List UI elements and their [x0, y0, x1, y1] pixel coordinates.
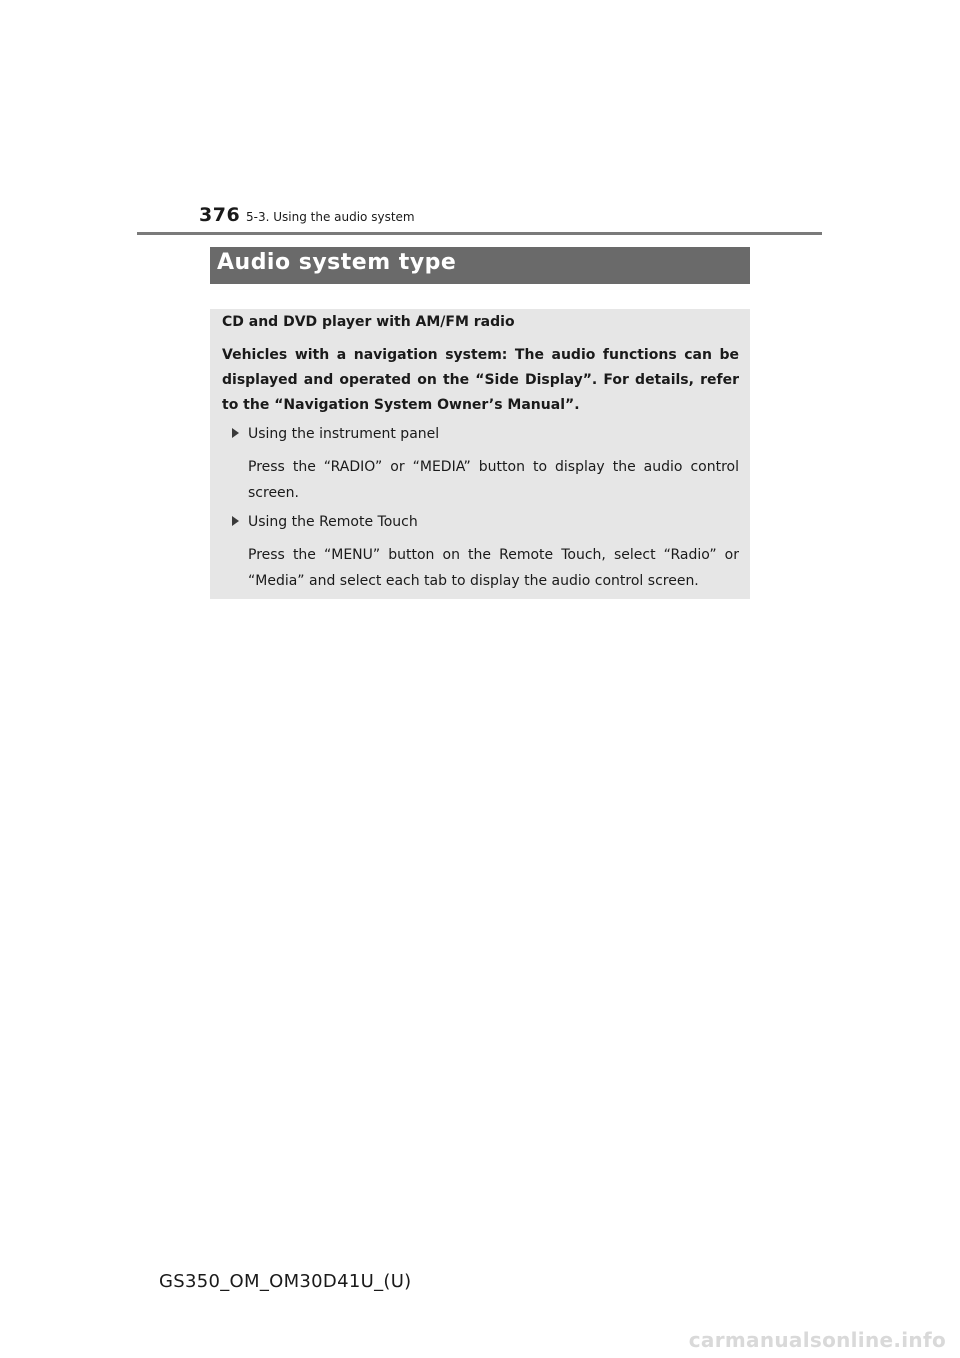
- info-box: [210, 309, 750, 599]
- triangle-bullet-icon: [232, 516, 239, 526]
- footer-document-code: GS350_OM_OM30D41U_(U): [159, 1271, 412, 1292]
- watermark: carmanualsonline.info: [688, 1328, 946, 1352]
- section-title: Audio system type: [217, 250, 457, 275]
- header-rule: [137, 232, 822, 235]
- page-number: 376: [199, 204, 241, 226]
- title-bar: [210, 247, 750, 284]
- triangle-bullet-icon: [232, 428, 239, 438]
- navigation-note: Vehicles with a navigation system: The audio functions can be displayed and operated on the “Side Display”. For details, refer to the “Navigation System Owner’s Manual”.: [222, 347, 739, 413]
- section-breadcrumb: 5-3. Using the audio system: [246, 210, 415, 224]
- info-heading: CD and DVD player with AM/FM radio: [222, 314, 515, 330]
- bullet-label: Using the Remote Touch: [248, 514, 418, 530]
- bullet-item-instrument-panel: [232, 426, 439, 442]
- bullet-description: Press the “MENU” button on the Remote Touch, select “Radio” or “Media” and select each tab to display the audio control screen.: [248, 547, 739, 589]
- bullet-label: Using the instrument panel: [248, 426, 440, 442]
- bullet-item-remote-touch: [232, 514, 418, 530]
- bullet-description: Press the “RADIO” or “MEDIA” button to display the audio control screen.: [248, 459, 739, 501]
